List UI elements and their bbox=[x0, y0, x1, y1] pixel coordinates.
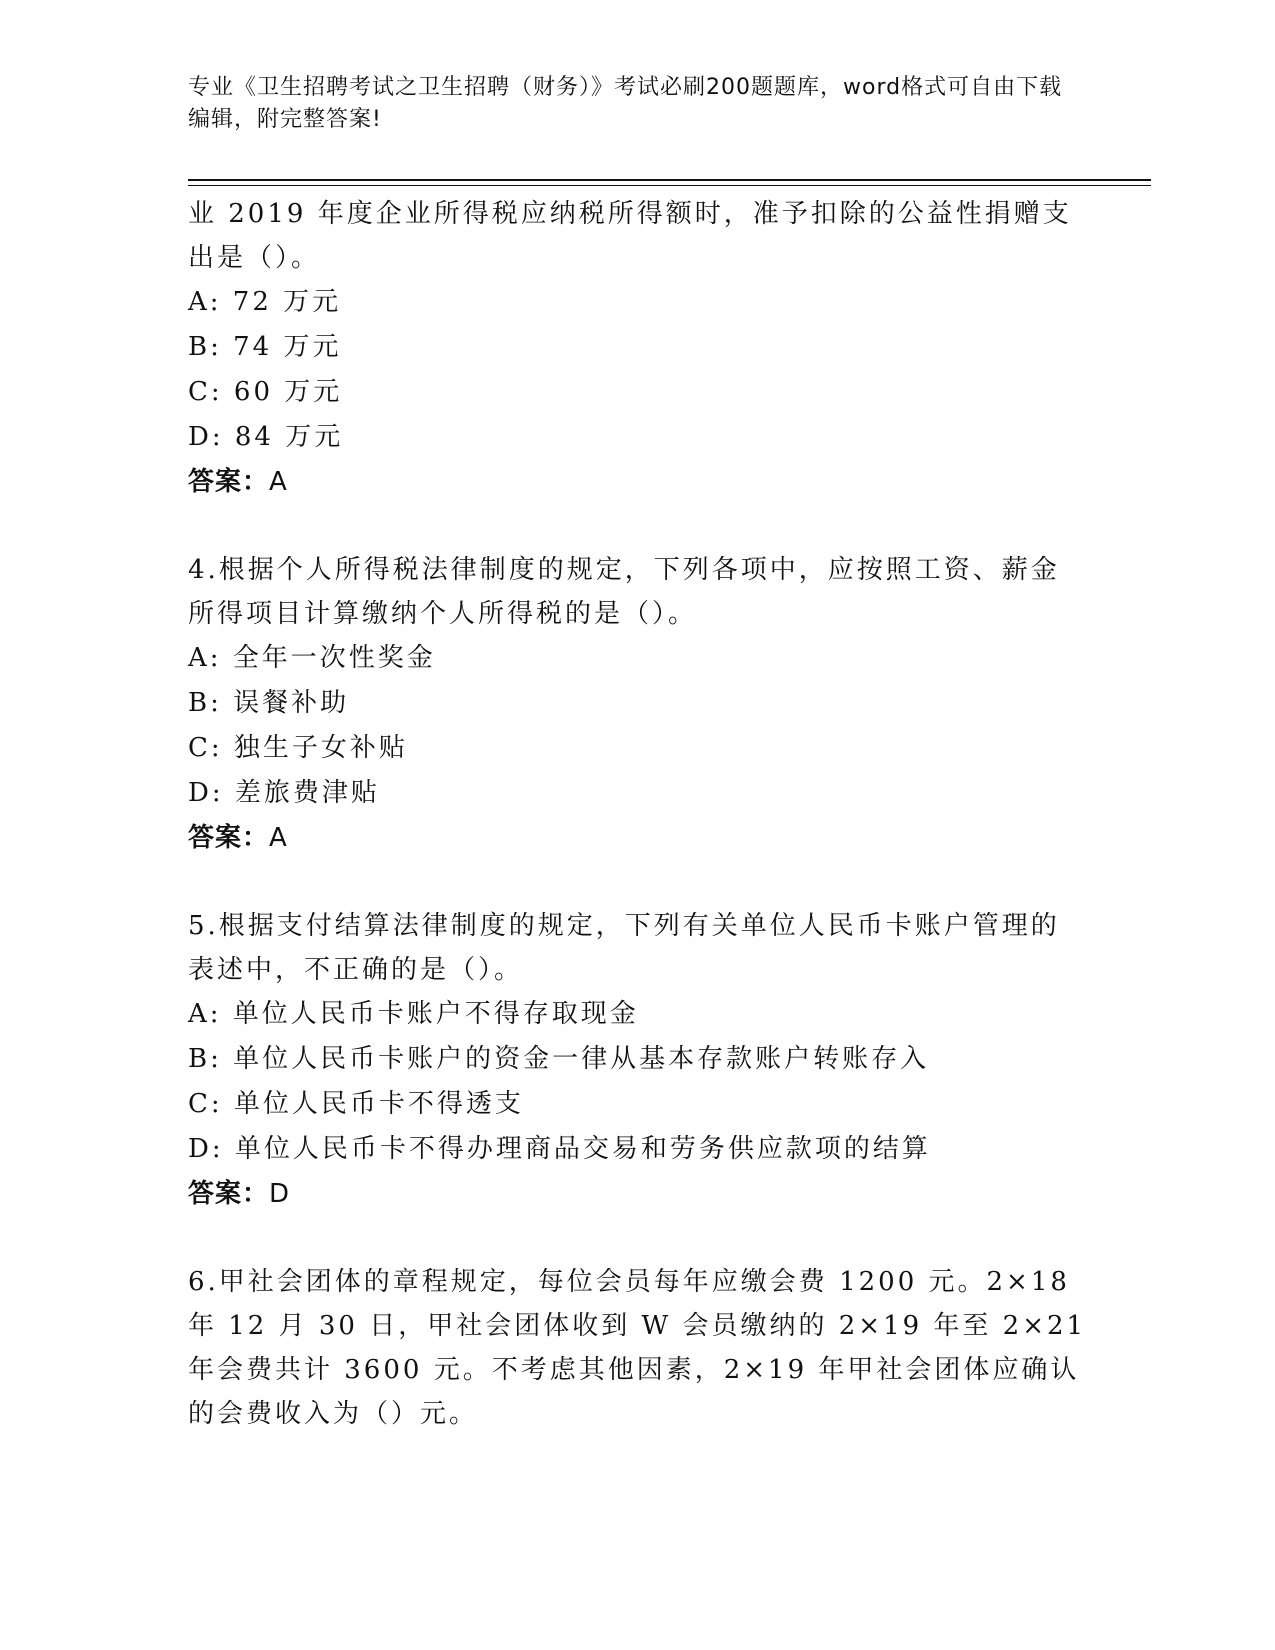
answer-label: 答案： bbox=[188, 823, 270, 853]
option-d: D: 单位人民币卡不得办理商品交易和劳务供应款项的结算 bbox=[188, 1134, 931, 1164]
header-rule-thin bbox=[188, 185, 1151, 186]
question-item bbox=[188, 192, 1088, 505]
question-item bbox=[188, 904, 1088, 1217]
question-stem: 4.根据个人所得税法律制度的规定，下列各项中，应按照工资、薪金所得项目计算缴纳个人所得税的是（）。 bbox=[188, 555, 1060, 629]
document-header: 专业《卫生招聘考试之卫生招聘（财务）》考试必刷200题题库，word格式可自由下载编辑，附完整答案! bbox=[188, 75, 1063, 132]
option-a: A: 72 万元 bbox=[188, 287, 342, 317]
option-d: D: 差旅费津贴 bbox=[188, 778, 380, 808]
option-c: C: 独生子女补贴 bbox=[188, 733, 408, 763]
option-a: A: 单位人民币卡账户不得存取现金 bbox=[188, 999, 639, 1029]
answer-value: A bbox=[269, 467, 288, 497]
question-stem: 5.根据支付结算法律制度的规定，下列有关单位人民币卡账户管理的表述中，不正确的是（）。 bbox=[188, 911, 1060, 985]
answer-line bbox=[188, 1172, 1088, 1217]
option-c: C: 单位人民币卡不得透支 bbox=[188, 1089, 524, 1119]
option-b: B: 74 万元 bbox=[188, 332, 342, 362]
option-b: B: 误餐补助 bbox=[188, 688, 350, 718]
option-d: D: 84 万元 bbox=[188, 422, 344, 452]
answer-label: 答案： bbox=[188, 467, 270, 497]
answer-value: D bbox=[269, 1179, 291, 1209]
answer-line bbox=[188, 816, 1088, 861]
header-rule-thick bbox=[188, 179, 1151, 181]
question-stem: 6.甲社会团体的章程规定，每位会员每年应缴会费 1200 元。2×18 年 12 月 30 日，甲社会团体收到 W 会员缴纳的 2×19 年至 2×21 年会费共计 3600 元。不考虑其他因素，2×19 年甲社会团体应确认的会费收入为（）元。 bbox=[188, 1267, 1087, 1429]
answer-line bbox=[188, 460, 1088, 505]
option-a: A: 全年一次性奖金 bbox=[188, 643, 436, 673]
question-list bbox=[188, 192, 1088, 1436]
option-c: C: 60 万元 bbox=[188, 377, 343, 407]
answer-value: A bbox=[269, 823, 288, 853]
question-item bbox=[188, 1260, 1088, 1436]
question-item bbox=[188, 548, 1088, 861]
answer-label: 答案： bbox=[188, 1179, 270, 1209]
option-b: B: 单位人民币卡账户的资金一律从基本存款账户转账存入 bbox=[188, 1044, 930, 1074]
question-stem: 业 2019 年度企业所得税应纳税所得额时，准予扣除的公益性捐赠支出是（）。 bbox=[188, 199, 1072, 273]
